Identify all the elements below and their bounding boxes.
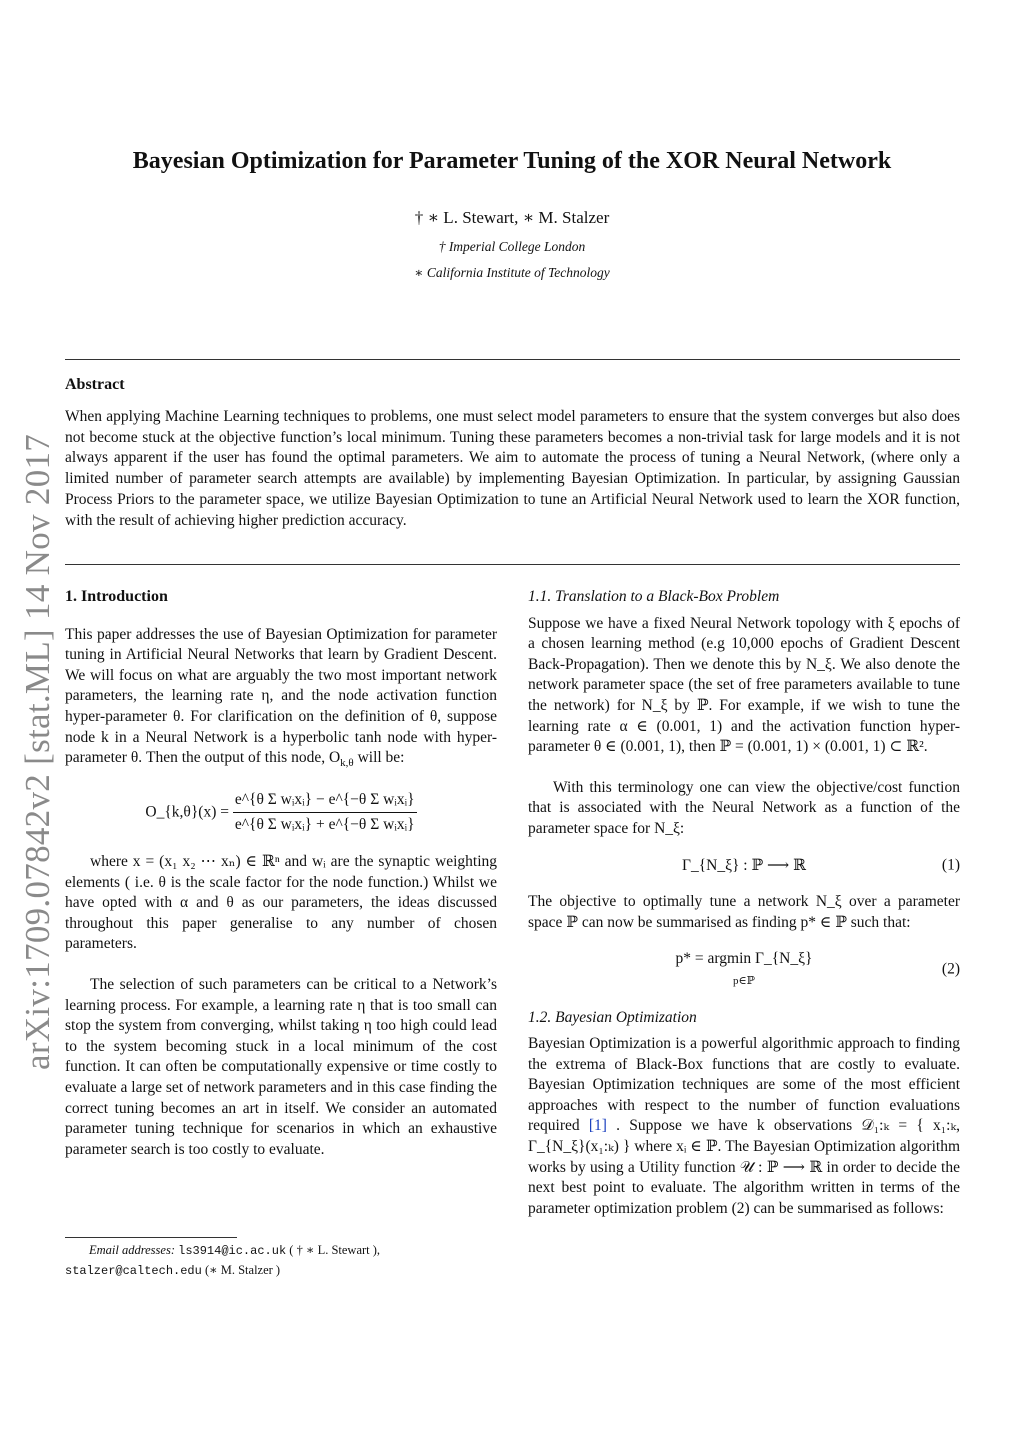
- intro-paragraph-3: The selection of such parameters can be critical to a Network’s learning process. For example, a learning rate η that is too small can stop the system from converging, whilst taking η too high could lead to the system becoming stuck in a local minimum of the cost function. It can often be computationally expensive or time costly to evaluate a large set of network parameters and in this case finding the correct tuning becomes an art in itself. We consider an automated parameter tuning technique for scenarios in which an exhaustive parameter search is too costly to evaluate.: [65, 976, 497, 1158]
- abstract-text: When applying Machine Learning techniques to problems, one must select model parameters to ensure that the system converges but also does not become stuck at the objective function’s local minimum. Tuning these parameters becomes a non-trivial task for large models and it is not always apparent if the user has found the optimal parameters. We aim to automate the process of tuning a Neural Network, (where only a limited number of parameter search attempts are available) by implementing Bayesian Optimization. In particular, by assigning Gaussian Process Priors to the parameter space, we utilize Bayesian Optimization to tune an Artificial Neural Network used to learn the XOR function, with the result of achieving higher prediction accuracy.: [65, 408, 960, 529]
- abstract-heading: Abstract: [65, 376, 125, 393]
- equation-numerator: e^{θ Σ wᵢxᵢ} − e^{−θ Σ wᵢxᵢ}: [233, 790, 417, 814]
- equation-denominator: e^{θ Σ wᵢxᵢ} + e^{−θ Σ wᵢxᵢ}: [234, 816, 415, 834]
- email-2-owner: (∗ M. Stalzer ): [201, 1263, 281, 1277]
- right-column: [528, 587, 960, 1219]
- authors: † ∗ L. Stewart, ∗ M. Stalzer: [414, 208, 610, 227]
- sec11-paragraph-3: The objective to optimally tune a network N_ξ over a parameter space ℙ can now be summarised as finding p* ∈ ℙ such that:: [528, 893, 960, 931]
- affiliation-2: ∗ California Institute of Technology: [414, 265, 610, 280]
- intro-paragraph-1: This paper addresses the use of Bayesian Optimization for parameter tuning in Artificial Neural Networks that learn by Gradient Descent. We will focus on what are arguably the two most important network parameters, the learning rate η, and the node activation function hyper-parameter θ. For clarification on the definition of θ, suppose node k in a Neural Network is a hyperbolic tanh node with hyper-parameter θ. Then the output of this node, $O_{k,\theta}$ will be:: [65, 625, 497, 770]
- equation-2-number: (2): [941, 961, 960, 979]
- equation-node-output: [65, 790, 497, 836]
- footnote-rule: [65, 1237, 237, 1238]
- sec11-paragraph-1: Suppose we have a fixed Neural Network topology with ξ epochs of a chosen learning method (e.g 10,000 epochs of Gradient Descent Back-Propagation). Then we denote this by N_ξ. We also denote the network parameter space (the set of free parameters available to tune the network) for N_ξ by ℙ. For example, if we wish to tune the learning rate α ∈ (0.001, 1) and the activation function hyper-parameter θ ∈ (0.001, 1), then ℙ = (0.001, 1) × (0.001, 1) ⊂ ℝ².: [528, 614, 960, 756]
- intro-paragraph-2: where x = (x₁ x₂ ⋯ xₙ) ∈ ℝⁿ and wᵢ are the synaptic weighting elements ( i.e. θ is the scale factor for the node function.) Whilst we have opted with α and θ as our parameters, the ideas discussed throughout this paper generalise to any number of chosen parameters.: [65, 853, 497, 953]
- footnote: [65, 1241, 505, 1281]
- equation-2: [528, 949, 960, 991]
- section-heading-introduction: 1. Introduction: [65, 588, 168, 605]
- email-2[interactable]: stalzer@caltech.edu: [65, 1264, 202, 1278]
- equation-1-number: (1): [941, 856, 960, 874]
- footnote-label: Email addresses:: [89, 1243, 175, 1257]
- equation-2-body: p* = argmin Γ_{N_ξ}: [675, 950, 813, 968]
- equation-2-subscript: p∈ℙ: [733, 974, 755, 987]
- equation-1-body: Γ_{N_ξ} : ℙ ⟶ ℝ: [681, 856, 806, 874]
- arxiv-stamp: arXiv:1709.07842v2 [stat.ML] 14 Nov 2017: [18, 433, 57, 1070]
- section-heading-1-1: 1.1. Translation to a Black-Box Problem: [528, 588, 780, 605]
- affiliation-1: † Imperial College London: [438, 239, 586, 254]
- email-1[interactable]: ls3914@ic.ac.uk: [178, 1244, 287, 1258]
- email-1-owner: ( † ∗ L. Stewart ),: [286, 1243, 381, 1257]
- paper-title: Bayesian Optimization for Parameter Tuning of the XOR Neural Network: [132, 148, 892, 174]
- abstract-bottom-rule: [65, 564, 960, 565]
- left-column: [65, 587, 497, 1160]
- equation-1: [528, 856, 960, 877]
- sec11-paragraph-2: With this terminology one can view the objective/cost function that is associated with the Neural Network as a function of the parameter space for N_ξ:: [528, 778, 960, 837]
- citation-link[interactable]: [1]: [588, 1117, 607, 1135]
- section-heading-1-2: 1.2. Bayesian Optimization: [528, 1008, 697, 1026]
- sec12-paragraph-1: Bayesian Optimization is a powerful algorithmic approach to finding the extrema of Black-Box functions that are costly to evaluate. Bayesian Optimization techniques are some of the most efficient approaches with respect to the number of function evaluations required [1] . Suppose we have k observations 𝒟₁:ₖ = { x₁:ₖ, Γ_{N_ξ}(x₁:ₖ) } where xᵢ ∈ ℙ. The Bayesian Optimization algorithm works by using a Utility function 𝒰 : ℙ ⟶ ℝ in order to decide the next best point to evaluate. The algorithm written in terms of the parameter optimization problem (2) can be summarised as follows:: [528, 1035, 960, 1217]
- equation-lhs: O_{k,θ}(x) =: [145, 803, 229, 821]
- abstract-top-rule: [65, 359, 960, 360]
